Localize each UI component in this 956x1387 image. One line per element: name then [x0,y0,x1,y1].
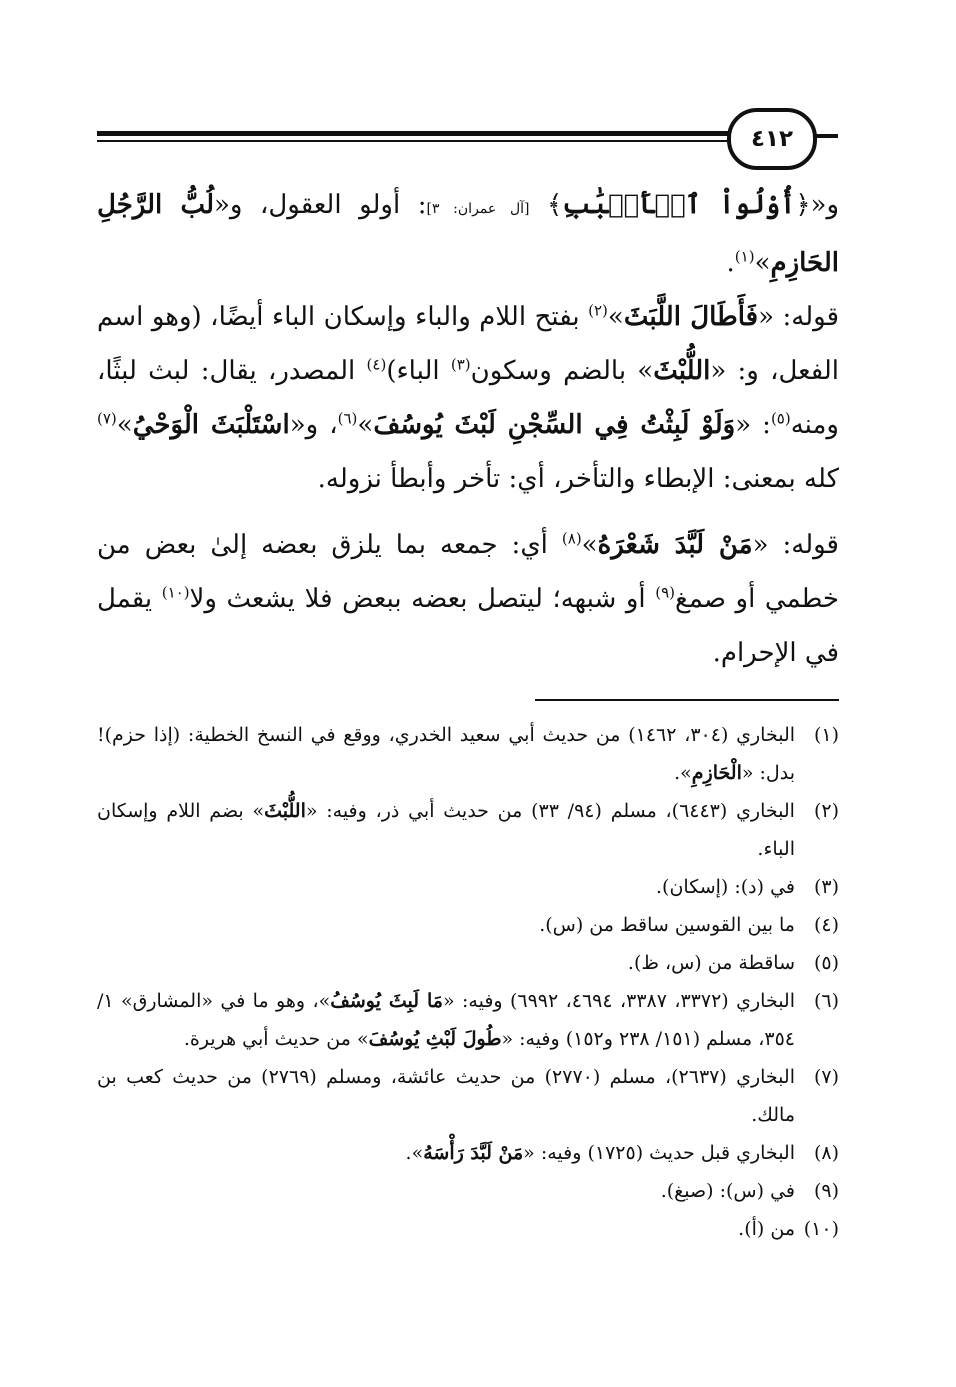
footnote-ref: (١٠) [161,583,190,602]
text: » [116,410,133,440]
text: » من حديث أبي هريرة. [183,1028,369,1050]
footnote-text: من (أ). [738,1218,795,1240]
footnote-3 [97,868,839,906]
hadith-quote: مَنْ لَبَّدَ شَعْرَهُ [597,530,753,560]
footnote-text: ساقطة من (س، ظ). [627,952,795,974]
footnote-text: في (د): (إسكان). [656,876,795,898]
text: » [581,530,598,560]
text: أو شبهه؛ ليتصل بعضه ببعض فلا يشعث ولا [189,584,656,614]
text: » [357,410,374,440]
header-rule-thick [97,131,730,136]
text: البخاري (٦٤٤٣)، مسلم (٩٤/ ٣٣) من حديث أبي ذر، وفيه: « [305,800,795,822]
footnote-ref: (٩) [655,583,676,602]
hadith-quote: اللُّبْثَ [653,356,711,386]
text: الباء) [386,356,451,386]
text: البخاري قبل حديث (١٧٢٥) وفيه: « [523,1142,795,1164]
footnote-2 [97,792,839,868]
footnote-5 [97,944,839,982]
footnote-number: (٩) [813,1180,839,1202]
footnote-number: (٨) [813,1142,839,1164]
footnote-ref: (٣) [450,355,471,374]
footnote-ref: (٥) [770,409,791,428]
footnote-number: (٥) [813,952,839,974]
text: » بالضم وسكون [470,356,654,386]
text: : « [735,410,771,440]
quote: مَنْ لَبَّدَ رَأْسَهُ [423,1142,524,1164]
quote: مَا لَبِثَ يُوسُفُ [330,990,443,1012]
text: . [726,248,735,278]
text: » [607,302,624,332]
footnote-text [97,982,795,1058]
footnote-9 [97,1172,839,1210]
text: كله بمعنى: الإبطاء والتأخر، أي: تأخر وأبطأ نزوله. [317,464,839,494]
footnote-ref: (٨) [561,529,582,548]
quran-quote: أُوْلُواْ ٱلۡأَلۡبَٰبِ [562,190,796,220]
text: » بضم اللام وإسكان الباء. [97,800,795,860]
footnote-8 [97,1134,839,1172]
footnote-number: (٧) [813,1066,839,1088]
text: البخاري (٣٣٧٢، ٣٣٨٧، ٤٦٩٤، ٦٩٩٢) وفيه: « [442,990,796,1012]
footnote-text: ما بين القوسين ساقط من (س). [539,914,795,936]
text: ». [674,762,692,784]
text: قوله: « [752,530,839,560]
footnote-separator [535,699,839,701]
footnote-number: (١) [813,724,839,746]
footnote-ref: (٧) [97,409,117,428]
text: المصدر، يقال: لبث لبثًا، ومنه [97,356,839,440]
footnote-number: (٤) [813,914,839,936]
footnote-ref: (٦) [337,409,358,428]
hadith-quote: لُبُّ الرَّجُلِ الحَازِمِ [97,190,839,278]
footnote-number: (٦) [813,990,839,1012]
quote: الْحَازِمِ [691,762,742,784]
footnote-7 [97,1058,839,1134]
text: ». [405,1142,424,1164]
text: بفتح اللام والباء وإسكان الباء أيضًا، (وهو اسم الفعل، و: « [97,302,840,386]
footnote-number: (١٠) [803,1218,839,1240]
footnote-10 [97,1210,839,1248]
footnote-ref: (٢) [588,301,608,320]
footnote-text [97,716,795,792]
paragraph-1 [97,178,839,290]
text: أي: جمعه بما يلزق بعضه إلىٰ بعض من خطمي أو صمغ [97,530,840,614]
footnote-6 [97,982,839,1058]
paragraph-3 [97,518,839,680]
quote: طُولَ لَبْثِ يُوسُفَ [368,1028,502,1050]
text: و«﴿ [795,190,840,220]
hadith-quote: وَلَوْ لَبِثْتُ فِي السِّجْنِ لَبْثَ يُوسُفَ [373,410,736,440]
footnote-text: البخاري (٢٦٣٧)، مسلم (٢٧٧٠) من حديث عائشة، ومسلم (٢٧٦٩) من حديث كعب بن مالك. [97,1066,795,1126]
text: ، و« [289,410,338,440]
page-number-badge [727,108,817,170]
footnote-text [97,792,795,868]
footnote-text [97,1134,795,1172]
header-rule-thin [97,140,730,142]
main-text [97,178,839,680]
verse-reference: [آل عمران: ٣] [426,201,530,217]
text: يقمل في الإحرام. [97,584,839,668]
text: ﴾ [547,190,563,220]
hadith-quote: اسْتَلْبَثَ الْوَحْيُ [132,410,290,440]
text: »، وهو ما في «المشارق» ١/ ٣٥٤، مسلم (١٥١/ ٢٣٨ و١٥٢) وفيه: « [97,990,795,1050]
footnote-ref: (١) [734,247,755,266]
text: البخاري (٣٠٤، ١٤٦٢) من حديث أبي سعيد الخدري، ووقع في النسخ الخطية: (إذا حزم)! بدل: « [97,724,796,784]
footnote-text: في (س): (صبغ). [660,1180,795,1202]
text: : أولو العقول، و« [214,190,427,220]
footnote-number: (٢) [813,800,839,822]
paragraph-2 [97,290,839,506]
footnote-number: (٣) [813,876,839,898]
footnotes [97,716,839,1248]
footnote-1 [97,716,839,792]
footnote-ref: (٤) [366,355,387,374]
page-number: ٤١٢ [750,126,794,152]
quote: اللُّبْثَ [264,800,306,822]
hadith-quote: فَأَطَالَ اللَّبَثَ [623,302,759,332]
text: » [754,248,771,278]
footnote-4 [97,906,839,944]
text: قوله: « [758,302,840,332]
